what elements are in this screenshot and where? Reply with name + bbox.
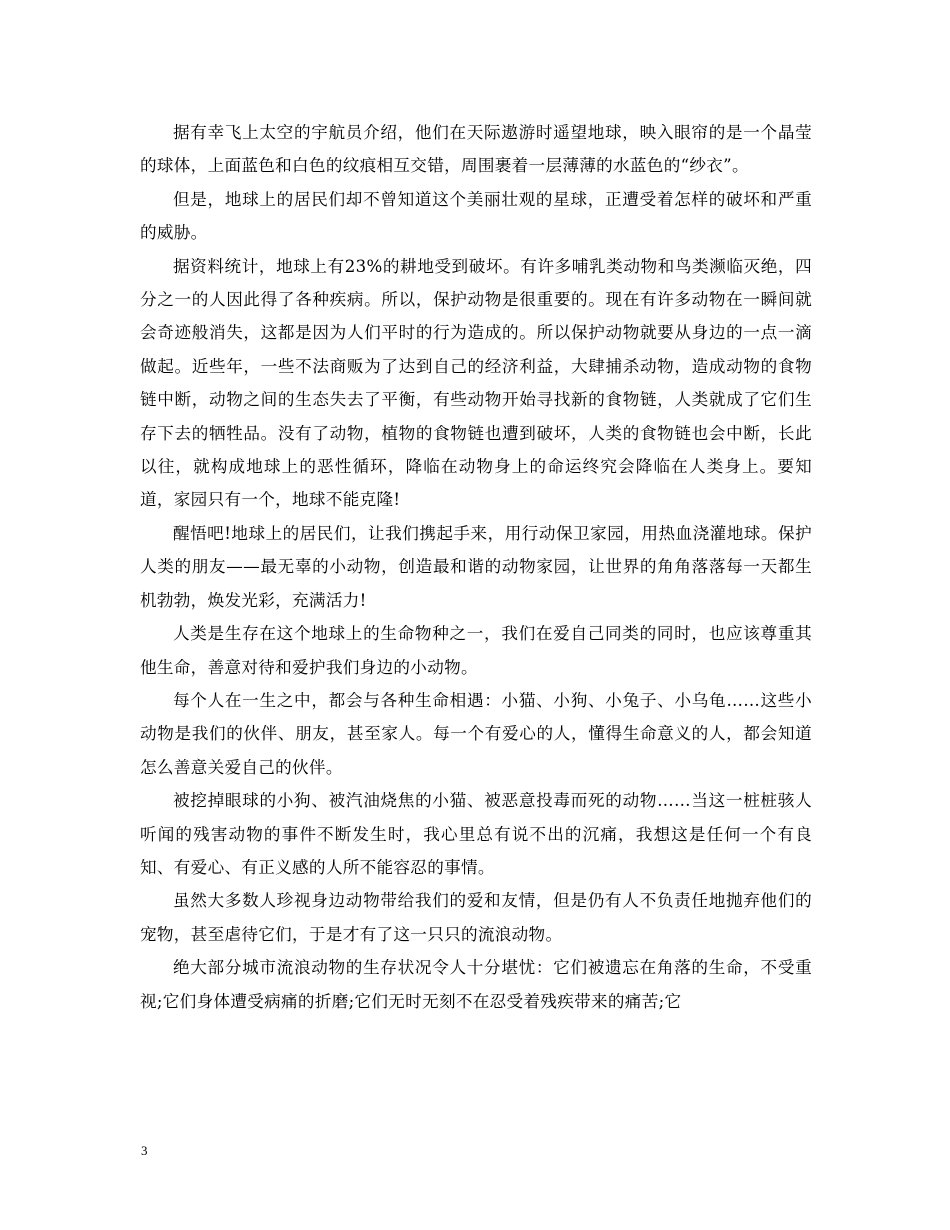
paragraph-7: 被挖掉眼球的小狗、被汽油烧焦的小猫、被恶意投毒而死的动物……当这一桩桩骇人听闻的残害动物的事件不断发生时，我心里总有说不出的沉痛，我想这是任何一个有良知、有爱心、有正义感的人所不能容忍的事情。: [140, 791, 812, 877]
page-number: 3: [141, 1143, 148, 1158]
paragraph-9: 绝大部分城市流浪动物的生存状况令人十分堪忧：它们被遗忘在角落的生命，不受重视;它们身体遭受病痛的折磨;它们无时无刻不在忍受着残疾带来的痛苦;它: [140, 958, 812, 1011]
paragraph-6: 每个人在一生之中，都会与各种生命相遇：小猫、小狗、小兔子、小乌龟……这些小动物是我们的伙伴、朋友，甚至家人。每一个有爱心的人，懂得生命意义的人，都会知道怎么善意关爱自己的伙伴。: [140, 690, 812, 777]
paragraph-8: 虽然大多数人珍视身边动物带给我们的爱和友情，但是仍有人不负责任地抛弃他们的宠物，甚至虐待它们，于是才有了这一只只的流浪动物。: [140, 891, 812, 944]
paragraph-1: 据有幸飞上太空的宇航员介绍，他们在天际遨游时遥望地球，映入眼帘的是一个晶莹的球体，上面蓝色和白色的纹痕相互交错，周围裹着一层薄薄的水蓝色的“纱衣”。: [140, 123, 812, 176]
paragraph-3: 据资料统计，地球上有23%的耕地受到破坏。有许多哺乳类动物和鸟类濒临灭绝，四分之一的人因此得了各种疾病。所以，保护动物是很重要的。现在有许多动物在一瞬间就会奇迹般消失，这都是因为人们平时的行为造成的。所以保护动物就要从身边的一点一滴做起。近些年，一些不法商贩为了达到自己的经济利益，大肆捕杀动物，造成动物的食物链中断，动物之间的生态失去了平衡，有些动物开始寻找新的食物链，人类就成了它们生存下去的牺牲品。没有了动物，植物的食物链也遭到破坏，人类的食物链也会中断，长此以往，就构成地球上的恶性循环，降临在动物身上的命运终究会降临在人类身上。要知道，家园只有一个，地球不能克隆!: [140, 256, 812, 510]
paragraph-5: 人类是生存在这个地球上的生命物种之一，我们在爱自己同类的同时，也应该尊重其他生命，善意对待和爱护我们身边的小动物。: [140, 624, 812, 677]
paragraph-4: 醒悟吧!地球上的居民们，让我们携起手来，用行动保卫家园，用热血浇灌地球。保护人类的朋友——最无辜的小动物，创造最和谐的动物家园，让世界的角角落落每一天都生机勃勃，焕发光彩，充满活力!: [140, 523, 812, 610]
paragraph-2: 但是，地球上的居民们却不曾知道这个美丽壮观的星球，正遭受着怎样的破坏和严重的威胁。: [140, 189, 812, 243]
document-body: [140, 116, 812, 1018]
